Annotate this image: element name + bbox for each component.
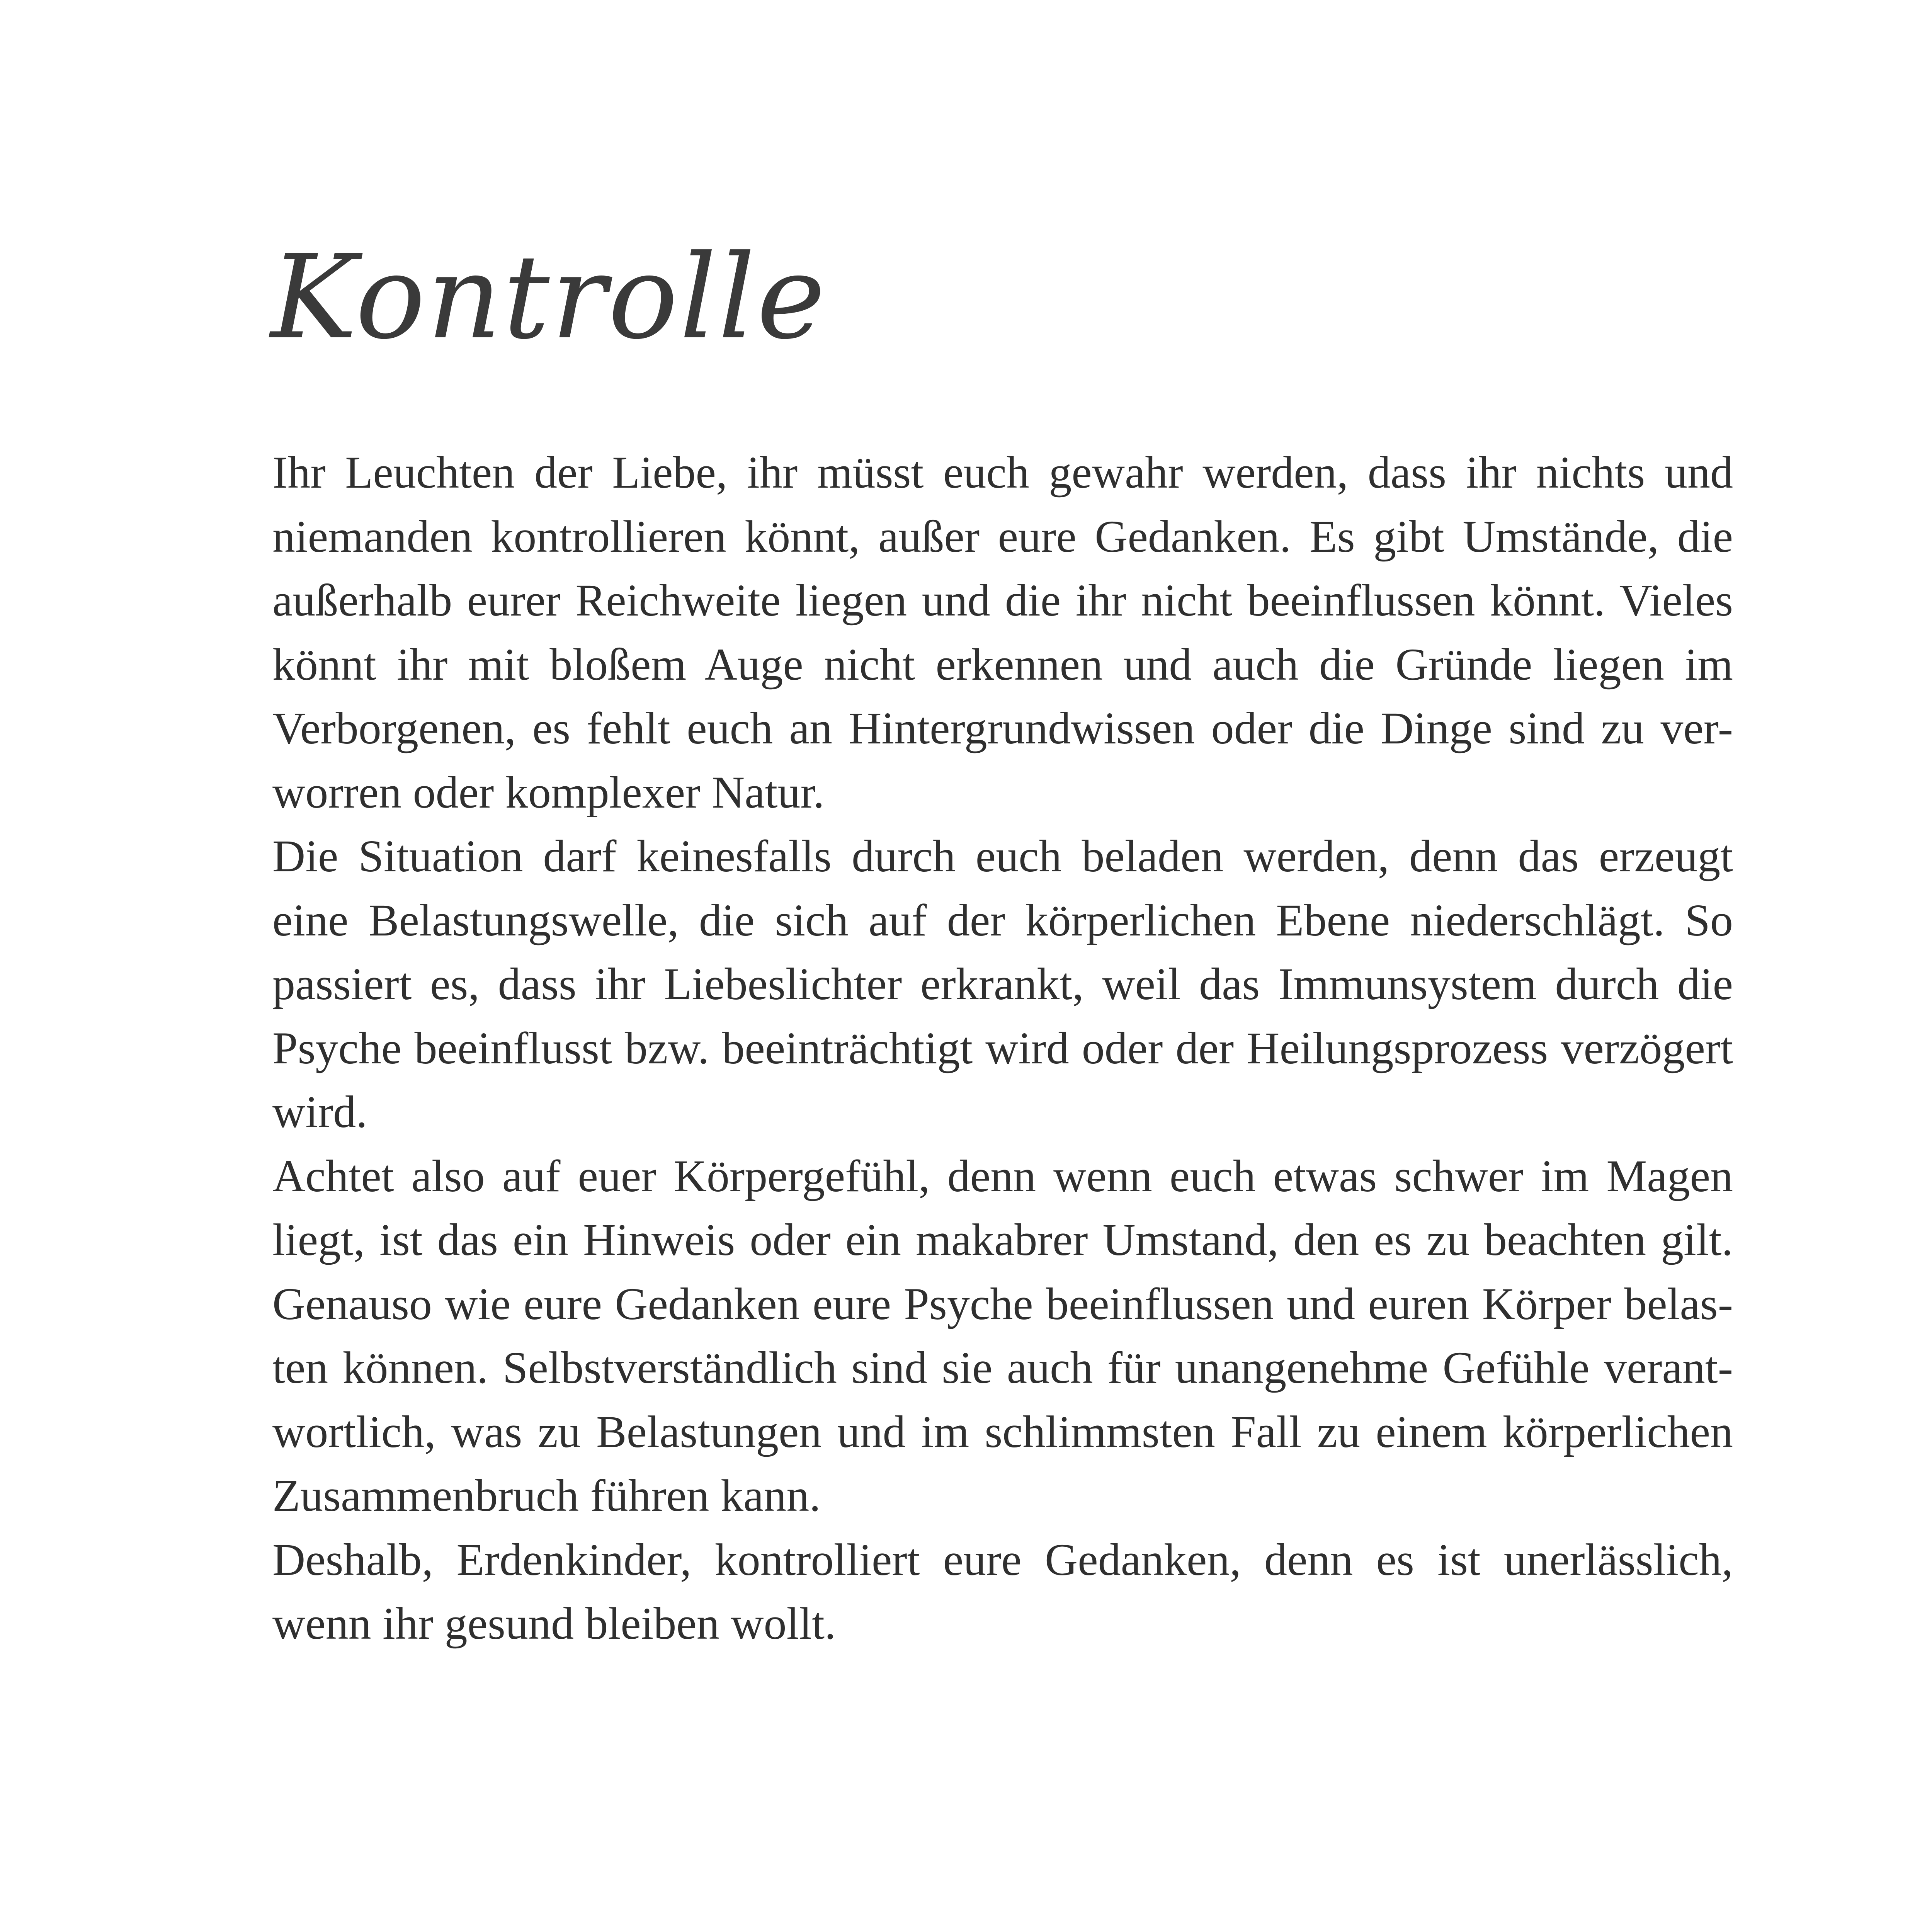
text-line: wird. bbox=[272, 1087, 367, 1137]
text-line: Genauso wie eure Gedanken eure Psyche beeinflussen und euren Körper belas- bbox=[272, 1278, 1733, 1329]
body-text bbox=[272, 440, 1733, 1656]
text-line: Psyche beeinflusst bzw. beeinträchtigt wird oder der Heilungsprozess verzögert bbox=[272, 1022, 1733, 1073]
text-line: ten können. Selbstverständlich sind sie auch für unangenehme Gefühle verant- bbox=[272, 1342, 1733, 1393]
text-line: liegt, ist das ein Hinweis oder ein makabrer Umstand, den es zu beachten gilt. bbox=[272, 1214, 1733, 1265]
chapter-title: Kontrolle bbox=[270, 230, 827, 365]
text-line: niemanden kontrollieren könnt, außer eure Gedanken. Es gibt Umstände, die bbox=[272, 511, 1733, 562]
text-line: Achtet also auf euer Körpergefühl, denn wenn euch etwas schwer im Magen bbox=[272, 1150, 1733, 1201]
text-line: Die Situation darf keinesfalls durch euch beladen werden, denn das erzeugt bbox=[272, 831, 1733, 881]
text-line: wenn ihr gesund bleiben wollt. bbox=[272, 1598, 836, 1649]
text-line: Ihr Leuchten der Liebe, ihr müsst euch gewahr werden, dass ihr nichts und bbox=[272, 447, 1733, 498]
text-line: Zusammenbruch führen kann. bbox=[272, 1470, 821, 1521]
text-line: außerhalb eurer Reichweite liegen und die ihr nicht beeinflussen könnt. Vieles bbox=[272, 575, 1733, 626]
text-line: eine Belastungswelle, die sich auf der körperlichen Ebene niederschlägt. So bbox=[272, 895, 1733, 946]
text-line: wortlich, was zu Belastungen und im schlimmsten Fall zu einem körperlichen bbox=[272, 1406, 1733, 1457]
text-line: könnt ihr mit bloßem Auge nicht erkennen und auch die Gründe liegen im bbox=[272, 639, 1733, 690]
text-line: Deshalb, Erdenkinder, kontrolliert eure Gedanken, denn es ist unerlässlich, bbox=[272, 1534, 1733, 1585]
text-line: worren oder komplexer Natur. bbox=[272, 767, 825, 818]
text-line: passiert es, dass ihr Liebeslichter erkrankt, weil das Immunsystem durch die bbox=[272, 959, 1733, 1009]
text-line: Verborgenen, es fehlt euch an Hintergrundwissen oder die Dinge sind zu ver- bbox=[272, 703, 1733, 753]
